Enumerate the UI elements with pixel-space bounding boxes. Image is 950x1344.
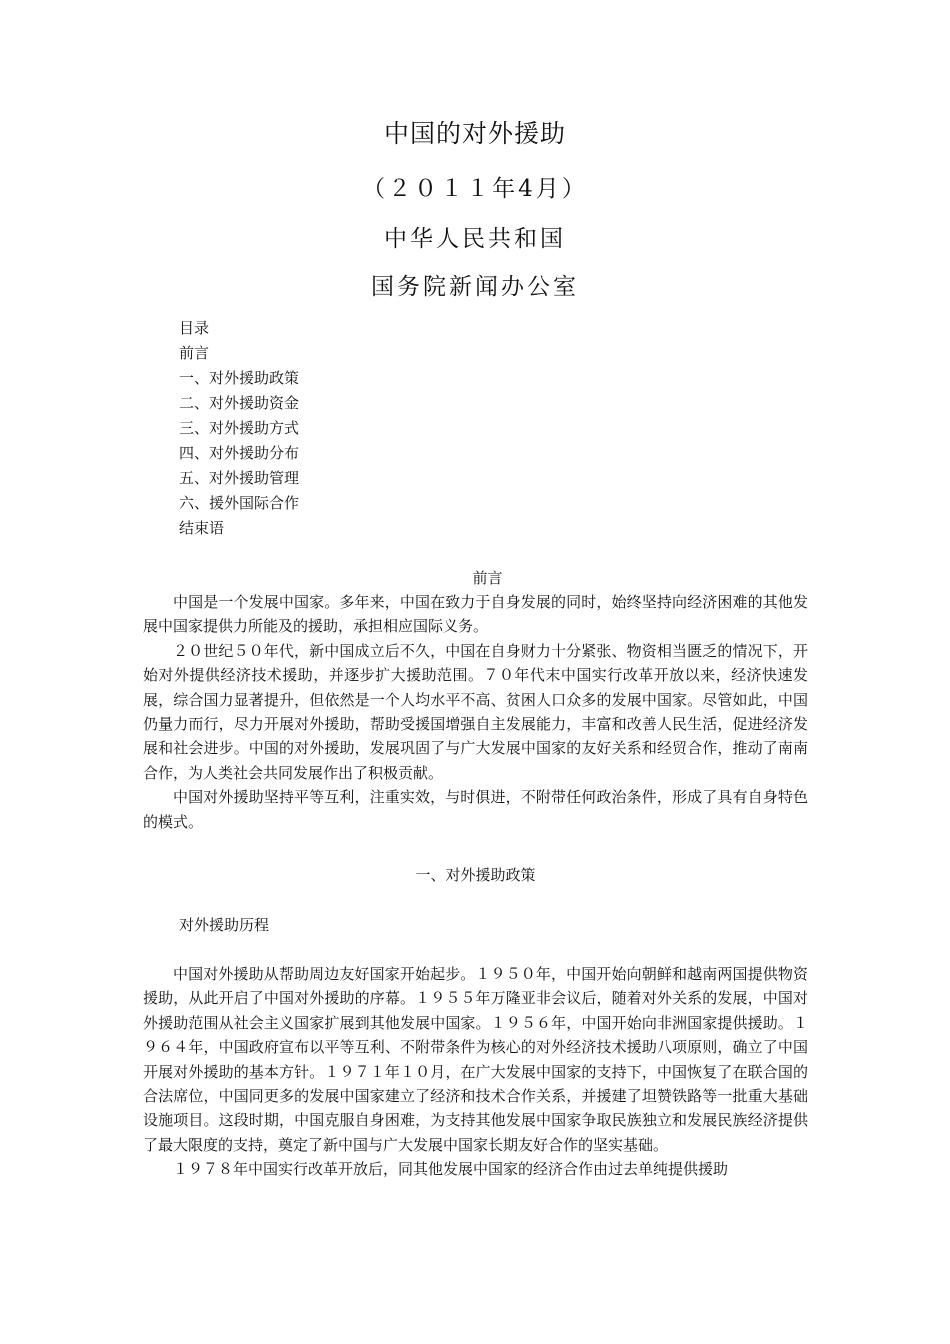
preface-body (143, 590, 808, 834)
toc-item-management[interactable]: 五、对外援助管理 (179, 469, 300, 487)
document-title: 中国的对外援助 (383, 119, 566, 148)
preface-heading: 前言 (472, 569, 503, 587)
toc-item-cooperation[interactable]: 六、援外国际合作 (179, 494, 300, 512)
toc-item-funds[interactable]: 二、对外援助资金 (179, 394, 300, 412)
preface-paragraph-3: 中国对外援助坚持平等互利，注重实效，与时俱进，不附带任何政治条件，形成了具有自身特色的模式。 (143, 788, 808, 831)
toc-item-policy[interactable]: 一、对外援助政策 (179, 369, 300, 387)
toc-heading: 目录 (179, 319, 210, 337)
preface-paragraph-2: ２０世纪５０年代，新中国成立后不久，中国在自身财力十分紧张、物资相当匮乏的情况下，开始对外提供经济技术援助，并逐步扩大援助范围。７０年代末中国实行改革开放以来，经济快速发展，综合国力显著提升，但依然是一个人均水平不高、贫困人口众多的发展中国家。尽管如此，中国仍量力而行，尽力开展对外援助，帮助受援国增强自主发展能力，丰富和改善人民生活，促进经济发展和社会进步。中国的对外援助，发展巩固了与广大发展中国家的友好关系和经贸合作，推动了南南合作，为人类社会共同发展作出了积极贡献。 (143, 641, 808, 782)
issuer-line-1: 中华人民共和国 (384, 226, 566, 252)
toc-item-distribution[interactable]: 四、对外援助分布 (179, 444, 300, 462)
table-of-contents (179, 316, 299, 541)
toc-item-methods[interactable]: 三、对外援助方式 (179, 419, 300, 437)
toc-item-preface[interactable]: 前言 (179, 344, 210, 362)
section-1-body (143, 962, 808, 1182)
section-1-heading: 一、对外援助政策 (415, 866, 536, 884)
document-date: （２０１１年4月） (362, 176, 588, 202)
issuer-line-2: 国务院新闻办公室 (371, 274, 579, 300)
preface-paragraph-1: 中国是一个发展中国家。多年来，中国在致力于自身发展的同时，始终坚持向经济困难的其他发展中国家提供力所能及的援助，承担相应国际义务。 (143, 593, 808, 636)
section-1-subheading: 对外援助历程 (179, 916, 270, 934)
section-1-paragraph-1: 中国对外援助从帮助周边友好国家开始起步。１９５０年，中国开始向朝鲜和越南两国提供物资援助，从此开启了中国对外援助的序幕。１９５５年万隆亚非会议后，随着对外关系的发展，中国对外援助范围从社会主义国家扩展到其他发展中国家。１９５６年，中国开始向非洲国家提供援助。１９６４年，中国政府宣布以平等互利、不附带条件为核心的对外经济技术援助八项原则，确立了中国开展对外援助的基本方针。１９７１年１０月，在广大发展中国家的支持下，中国恢复了在联合国的合法席位，中国同更多的发展中国家建立了经济和技术合作关系，并援建了坦赞铁路等一批重大基础设施项目。这段时期，中国克服自身困难，为支持其他发展中国家争取民族独立和发展民族经济提供了最大限度的支持，奠定了新中国与广大发展中国家长期友好合作的坚实基础。 (143, 965, 808, 1154)
toc-item-conclusion[interactable]: 结束语 (179, 519, 225, 537)
section-1-paragraph-2: １９７８年中国实行改革开放后，同其他发展中国家的经济合作由过去单纯提供援助 (173, 1160, 729, 1179)
